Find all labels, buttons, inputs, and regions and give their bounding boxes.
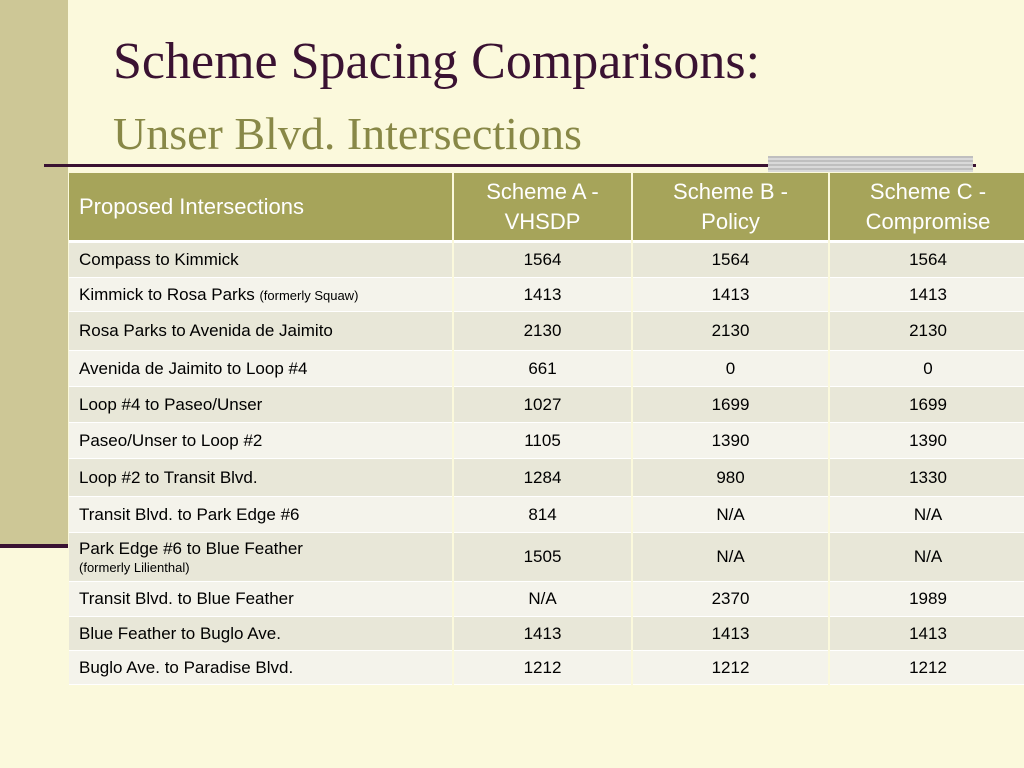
intersection-name-cell bbox=[69, 387, 452, 423]
scheme-a-value: 1212 bbox=[454, 651, 631, 685]
scheme-c-value: 1330 bbox=[830, 459, 1024, 497]
intersection-name-cell bbox=[69, 243, 452, 278]
intersection-note: (formerly Squaw) bbox=[259, 287, 359, 303]
intersection-note: (formerly Lilienthal) bbox=[79, 560, 190, 575]
intersection-name-cell bbox=[69, 278, 452, 312]
table-row bbox=[69, 243, 1024, 278]
table-row bbox=[69, 278, 1024, 312]
intersection-name: Avenida de Jaimito to Loop #4 bbox=[79, 358, 308, 378]
scheme-a-value: 1505 bbox=[454, 533, 631, 582]
table-row bbox=[69, 387, 1024, 423]
intersection-name: Park Edge #6 to Blue Feather bbox=[79, 539, 303, 558]
table-row bbox=[69, 312, 1024, 351]
table-header-row bbox=[69, 173, 1024, 243]
scheme-c-value: 1413 bbox=[830, 617, 1024, 651]
scheme-b-value: 1212 bbox=[633, 651, 828, 685]
scheme-a-value: 1413 bbox=[454, 278, 631, 312]
scheme-b-value: 0 bbox=[633, 351, 828, 387]
intersection-name-cell bbox=[69, 312, 452, 351]
scheme-c-value: 1212 bbox=[830, 651, 1024, 685]
intersection-name: Blue Feather to Buglo Ave. bbox=[79, 623, 281, 643]
scheme-c-value: 2130 bbox=[830, 312, 1024, 351]
scheme-b-value: 2370 bbox=[633, 582, 828, 617]
scheme-b-value: 1413 bbox=[633, 278, 828, 312]
slide-title: Scheme Spacing Comparisons: bbox=[113, 33, 761, 90]
scheme-c-value: 1699 bbox=[830, 387, 1024, 423]
spacing-table bbox=[67, 173, 1024, 685]
scheme-a-value: 1413 bbox=[454, 617, 631, 651]
scheme-a-value: 814 bbox=[454, 497, 631, 533]
header-proposed-intersections: Proposed Intersections bbox=[69, 173, 452, 243]
scheme-a-value: 1284 bbox=[454, 459, 631, 497]
table-body bbox=[69, 243, 1024, 685]
table-row bbox=[69, 617, 1024, 651]
scheme-a-value: 661 bbox=[454, 351, 631, 387]
intersection-name: Compass to Kimmick bbox=[79, 250, 239, 269]
intersection-name-cell bbox=[69, 651, 452, 685]
intersection-name-cell bbox=[69, 351, 452, 387]
scheme-b-value: 980 bbox=[633, 459, 828, 497]
table-row bbox=[69, 651, 1024, 685]
intersection-name-cell bbox=[69, 423, 452, 459]
left-accent-band bbox=[0, 0, 68, 548]
scheme-b-value: 1699 bbox=[633, 387, 828, 423]
intersection-name-cell bbox=[69, 533, 452, 582]
intersection-name: Transit Blvd. to Park Edge #6 bbox=[79, 504, 300, 524]
scheme-a-value: N/A bbox=[454, 582, 631, 617]
scheme-b-value: 1413 bbox=[633, 617, 828, 651]
table-row bbox=[69, 533, 1024, 582]
table-row bbox=[69, 423, 1024, 459]
scheme-a-value: 2130 bbox=[454, 312, 631, 351]
scheme-c-value: 1564 bbox=[830, 243, 1024, 278]
header-scheme-a: Scheme A - VHSDP bbox=[454, 173, 631, 243]
scheme-c-value: 1989 bbox=[830, 582, 1024, 617]
header-scheme-b: Scheme B - Policy bbox=[633, 173, 828, 243]
intersection-name: Transit Blvd. to Blue Feather bbox=[79, 589, 294, 608]
scheme-b-value: 2130 bbox=[633, 312, 828, 351]
scheme-b-value: N/A bbox=[633, 533, 828, 582]
scheme-b-value: 1564 bbox=[633, 243, 828, 278]
intersection-name-cell bbox=[69, 582, 452, 617]
intersection-name: Buglo Ave. to Paradise Blvd. bbox=[79, 657, 294, 677]
table-row bbox=[69, 459, 1024, 497]
intersection-name-cell bbox=[69, 459, 452, 497]
intersection-name: Kimmick to Rosa Parks bbox=[79, 284, 255, 304]
table-row bbox=[69, 582, 1024, 617]
scheme-c-value: N/A bbox=[830, 497, 1024, 533]
intersection-name: Rosa Parks to Avenida de Jaimito bbox=[79, 321, 333, 340]
intersection-name-cell bbox=[69, 497, 452, 533]
intersection-name: Paseo/Unser to Loop #2 bbox=[79, 430, 263, 450]
scheme-a-value: 1027 bbox=[454, 387, 631, 423]
scheme-c-value: N/A bbox=[830, 533, 1024, 582]
scheme-c-value: 1390 bbox=[830, 423, 1024, 459]
scheme-b-value: 1390 bbox=[633, 423, 828, 459]
decorative-gray-bar bbox=[768, 156, 973, 172]
scheme-b-value: N/A bbox=[633, 497, 828, 533]
intersection-name-cell bbox=[69, 617, 452, 651]
left-accent-rule bbox=[0, 544, 68, 548]
header-scheme-c: Scheme C - Compromise bbox=[830, 173, 1024, 243]
table-row bbox=[69, 497, 1024, 533]
scheme-c-value: 0 bbox=[830, 351, 1024, 387]
scheme-a-value: 1564 bbox=[454, 243, 631, 278]
scheme-a-value: 1105 bbox=[454, 423, 631, 459]
intersection-name: Loop #4 to Paseo/Unser bbox=[79, 394, 263, 414]
table-row bbox=[69, 351, 1024, 387]
slide-subtitle: Unser Blvd. Intersections bbox=[113, 108, 582, 159]
intersection-name: Loop #2 to Transit Blvd. bbox=[79, 467, 258, 487]
scheme-c-value: 1413 bbox=[830, 278, 1024, 312]
